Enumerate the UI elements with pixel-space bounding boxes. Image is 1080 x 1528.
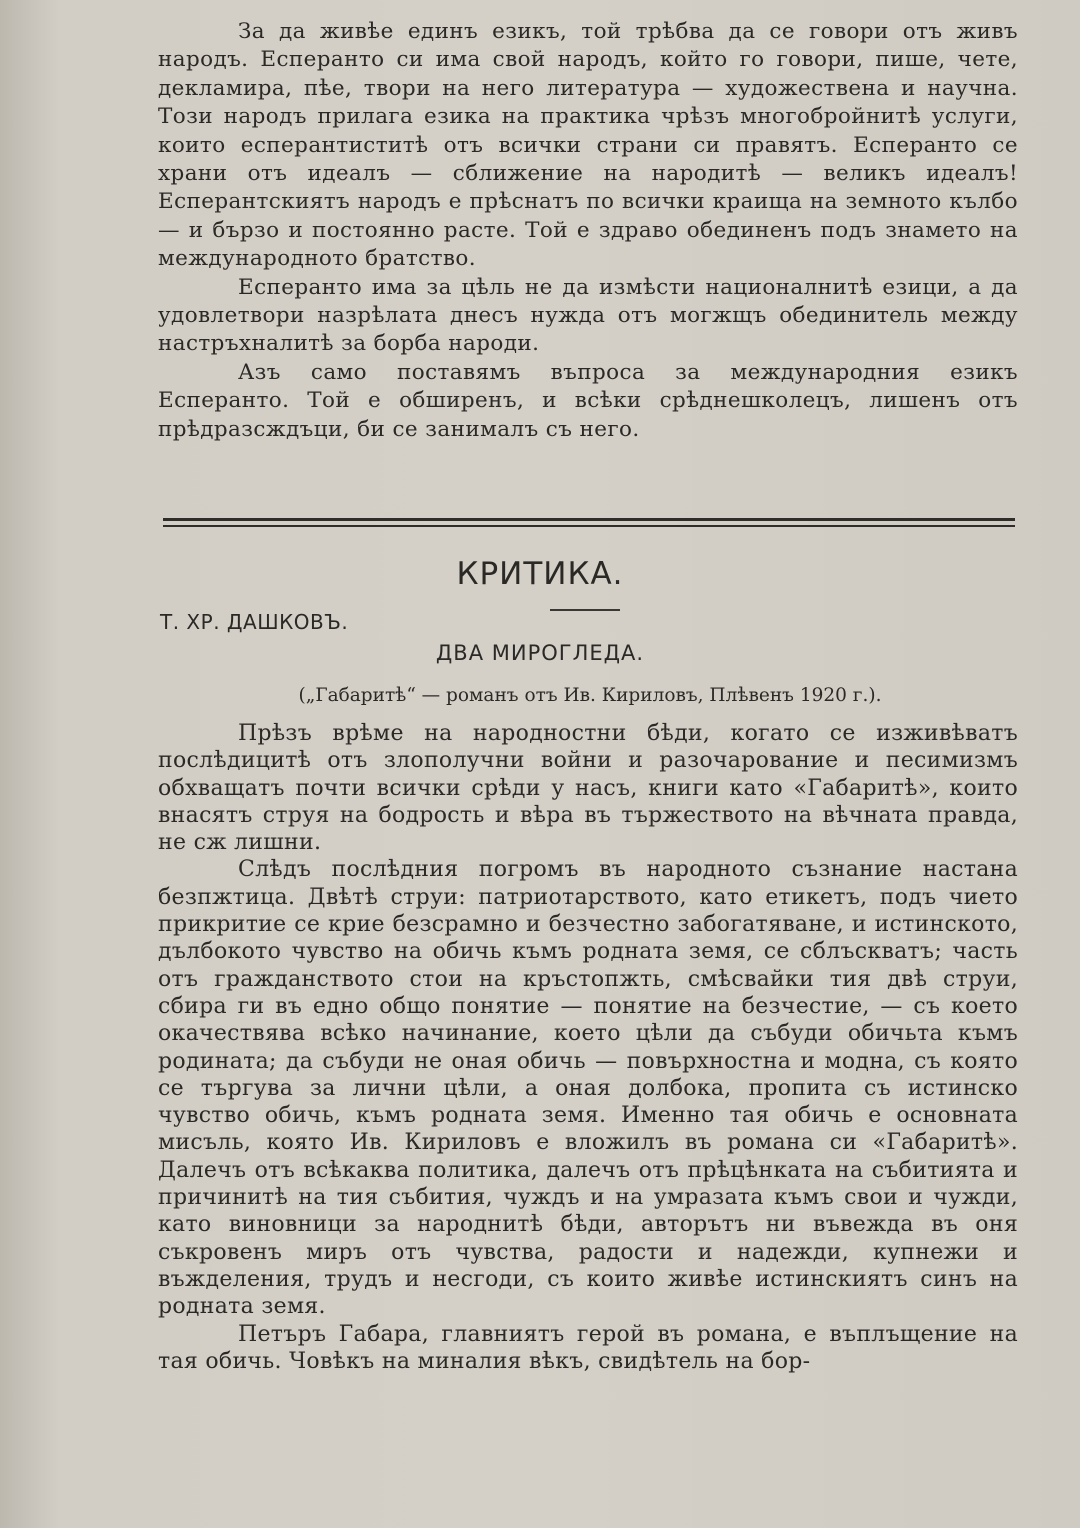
- article-paragraph-2: Слѣдъ послѣдния погромъ въ народното съзнание настана безпжтица. Двѣтѣ струи: патриотарството, като етикетъ, подъ чието прикритие се крие безсрамно и безчестно забогатяване, и истинското, дълбокото чувство на обичь къмъ родната земя, се сблъскватъ; часть отъ гражданството стои на кръстопжть, смѣсвайки тия двѣ струи, сбира ги въ едно общо понятие — понятие на безчестие, — съ което окачествява всѣко начинание, което цѣли да събуди обичьта къмъ родината; да събуди не оная обичь — повърхностна и модна, съ която се търгува за лични цѣли, а оная долбока, пропита съ истинско чувство обичь, къмъ родната земя. Именно тая обичь е основната мисъль, която Ив. Кириловъ е вложилъ въ романа си «Габаритѣ». Далечъ отъ всѣкаква политика, далечъ отъ прѣцѣнката на събитията и причинитѣ на тия събития, чуждъ и на умразата къмъ свои и чужди, като виновници за народнитѣ бѣди, авторътъ ни въвежда въ оня съкровенъ миръ отъ чувства, радости и надежди, купнежи и въжделения, трудъ и несгоди, съ които живѣе истинскиятъ синъ на родната земя.: [158, 857, 1018, 1320]
- article-paragraph-3: Петъръ Габара, главниятъ герой въ романа, е въплъщение на тая обичь. Човѣкъ на миналия вѣкъ, свидѣтель на бор-: [158, 1321, 1018, 1374]
- article-paragraph-1: Прѣзъ врѣме на народностни бѣди, когато се изживѣватъ послѣдицитѣ отъ злополучни войни и разочарование и песимизмъ обхващатъ почти всички срѣди у насъ, книги като «Габаритѣ», които внасятъ струя на бодрость и вѣра въ тържеството на вѣчната правда, не сж лишни.: [158, 721, 1018, 856]
- article-body: [158, 720, 1018, 1375]
- article-author: Т. ХР. ДАШКОВЪ.: [160, 610, 349, 634]
- intro-paragraph-2: Есперанто има за цѣль не да измѣсти националнитѣ езици, а да удовлетвори назрѣлата днесъ нужда отъ могжщъ обединитель между настръхналитѣ за борба народи.: [158, 274, 1018, 357]
- intro-text: [158, 18, 1018, 444]
- intro-paragraph-1: За да живѣе единъ езикъ, той трѣбва да се говори отъ живъ народъ. Есперанто си има свой народъ, който го говори, пише, чете, декламира, пѣе, твори на него литература — художествена и научна. Този народъ прилага езика на практика чрѣзъ многобройнитѣ услуги, които есперантиститѣ отъ всички страни си правятъ. Есперанто се храни отъ идеалъ — сближение на народитѣ — великъ идеалъ! Есперантскиятъ народъ е прѣснатъ по всички краища на земното кълбо — и бързо и постоянно расте. Той е здраво обединенъ подъ знамето на международното братство.: [158, 19, 1018, 272]
- section-divider: [163, 518, 1015, 527]
- section-heading: КРИТИКА.: [456, 556, 624, 592]
- article-subtitle: („Габаритѣ“ — романъ отъ Ив. Кириловъ, Плѣвенъ 1920 г.).: [298, 685, 882, 706]
- intro-paragraph-3: Азъ само поставямъ въпроса за международния езикъ Есперанто. Той е обширенъ, и всѣки срѣднешколецъ, лишенъ отъ прѣдразсждъци, би се занималъ съ него.: [158, 359, 1018, 442]
- heading-underline: [550, 609, 620, 611]
- article-title: ДВА МИРОГЛЕДА.: [435, 641, 645, 665]
